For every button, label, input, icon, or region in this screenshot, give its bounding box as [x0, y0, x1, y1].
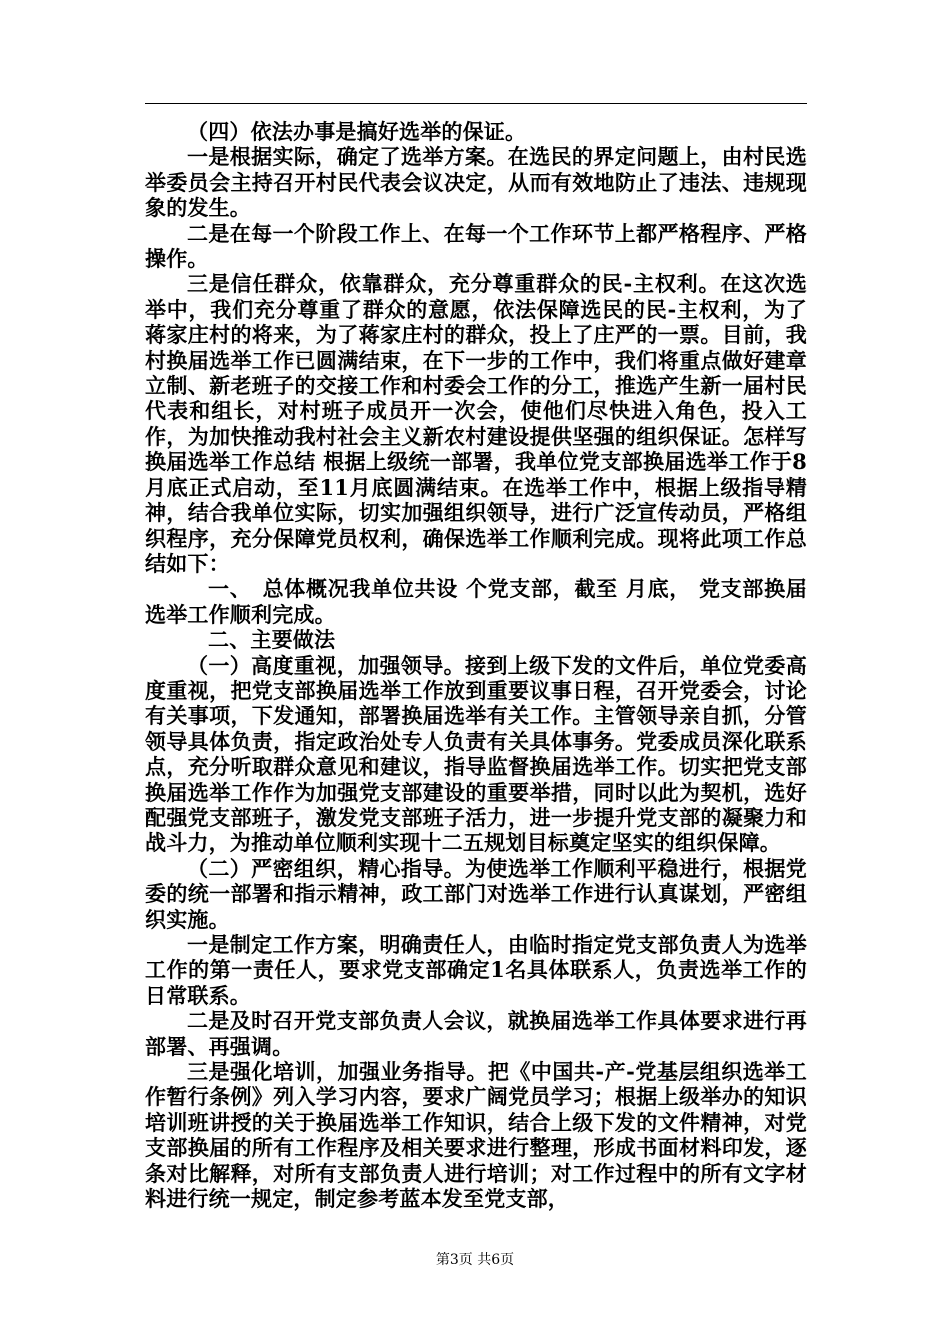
paragraph-overview: 一、 总体概况我单位共设 个党支部，截至 月底， 党支部换届选举工作顺利完成。: [145, 576, 807, 627]
paragraph-meeting: 二是及时召开党支部负责人会议，就换届选举工作具体要求进行再部署、再强调。: [145, 1008, 807, 1059]
paragraph-plan: 一是根据实际，确定了选举方案。在选民的界定问题上，由村民选举委员会主持召开村民代表会议决定，从而有效地防止了违法、违规现象的发生。: [145, 144, 807, 221]
paragraph-procedure: 二是在每一个阶段工作上、在每一个工作环节上都严格程序、严格操作。: [145, 220, 807, 272]
paragraph-work-plan: 一是制定工作方案，明确责任人，由临时指定党支部负责人为选举工作的第一责任人，要求党支部确定1名具体联系人，负责选举工作的日常联系。: [145, 932, 807, 1008]
page-footer: 第3页 共6页: [435, 1252, 515, 1268]
paragraph-organization: （二）严密组织，精心指导。为使选举工作顺利平稳进行，根据党委的统一部署和指示精神，政工部门对选举工作进行认真谋划，严密组织实施。: [145, 855, 807, 932]
paragraph-section-4-heading: （四）依法办事是搞好选举的保证。: [187, 119, 527, 144]
paragraph-main-methods-heading: 二、主要做法: [208, 627, 336, 653]
paragraph-trust-masses: 三是信任群众，依靠群众，充分尊重群众的民-主权利。在这次选举中，我们充分尊重了群众的意愿，依法保障选民的民-主权利，为了蒋家庄村的将来，为了蒋家庄村的群众，投上了庄严的一票。目前，我村换届选举工作已圆满结束，在下一步的工作中，我们将重点做好建章立制、新老班子的交接工作和村委会工作的分工，推选产生新一届村民代表和组长，对村班子成员开一次会，使他们尽快进入角色，投入工作，为加快推动我村社会主义新农村建设提供坚强的组织保证。怎样写换届选举工作总结 根据上级统一部署，我单位党支部换届选举工作于8月底正式启动，至11月底圆满结束。在选举工作中，根据上级指导精神，结合我单位实际，切实加强组织领导，进行广泛宣传动员，严格组织程序，充分保障党员权利，确保选举工作顺利完成。现将此项工作总结如下：: [145, 271, 807, 576]
document-body: [145, 119, 807, 1211]
paragraph-training: 三是强化培训，加强业务指导。把《中国共-产-党基层组织选举工作暂行条例》列入学习内容，要求广阔党员学习；根据上级举办的知识培训班讲授的关于换届选举工作知识，结合上级下发的文件精神，对党支部换届的所有工作程序及相关要求进行整理，形成书面材料印发，逐条对比解释，对所有支部负责人进行培训；对工作过程中的所有文字材料进行统一规定，制定参考蓝本发至党支部，: [145, 1059, 807, 1212]
header-rule: [145, 103, 807, 104]
paragraph-leadership: （一）高度重视，加强领导。接到上级下发的文件后，单位党委高度重视，把党支部换届选举工作放到重要议事日程，召开党委会，讨论有关事项，下发通知，部署换届选举有关工作。主管领导亲自抓，分管领导具体负责，指定政治处专人负责有关具体事务。党委成员深化联系点，充分听取群众意见和建议，指导监督换届选举工作。切实把党支部换届选举工作作为加强党支部建设的重要举措，同时以此为契机，选好配强党支部班子，激发党支部班子活力，进一步提升党支部的凝聚力和战斗力，为推动单位顺利实现十二五规划目标奠定坚实的组织保障。: [145, 652, 807, 856]
